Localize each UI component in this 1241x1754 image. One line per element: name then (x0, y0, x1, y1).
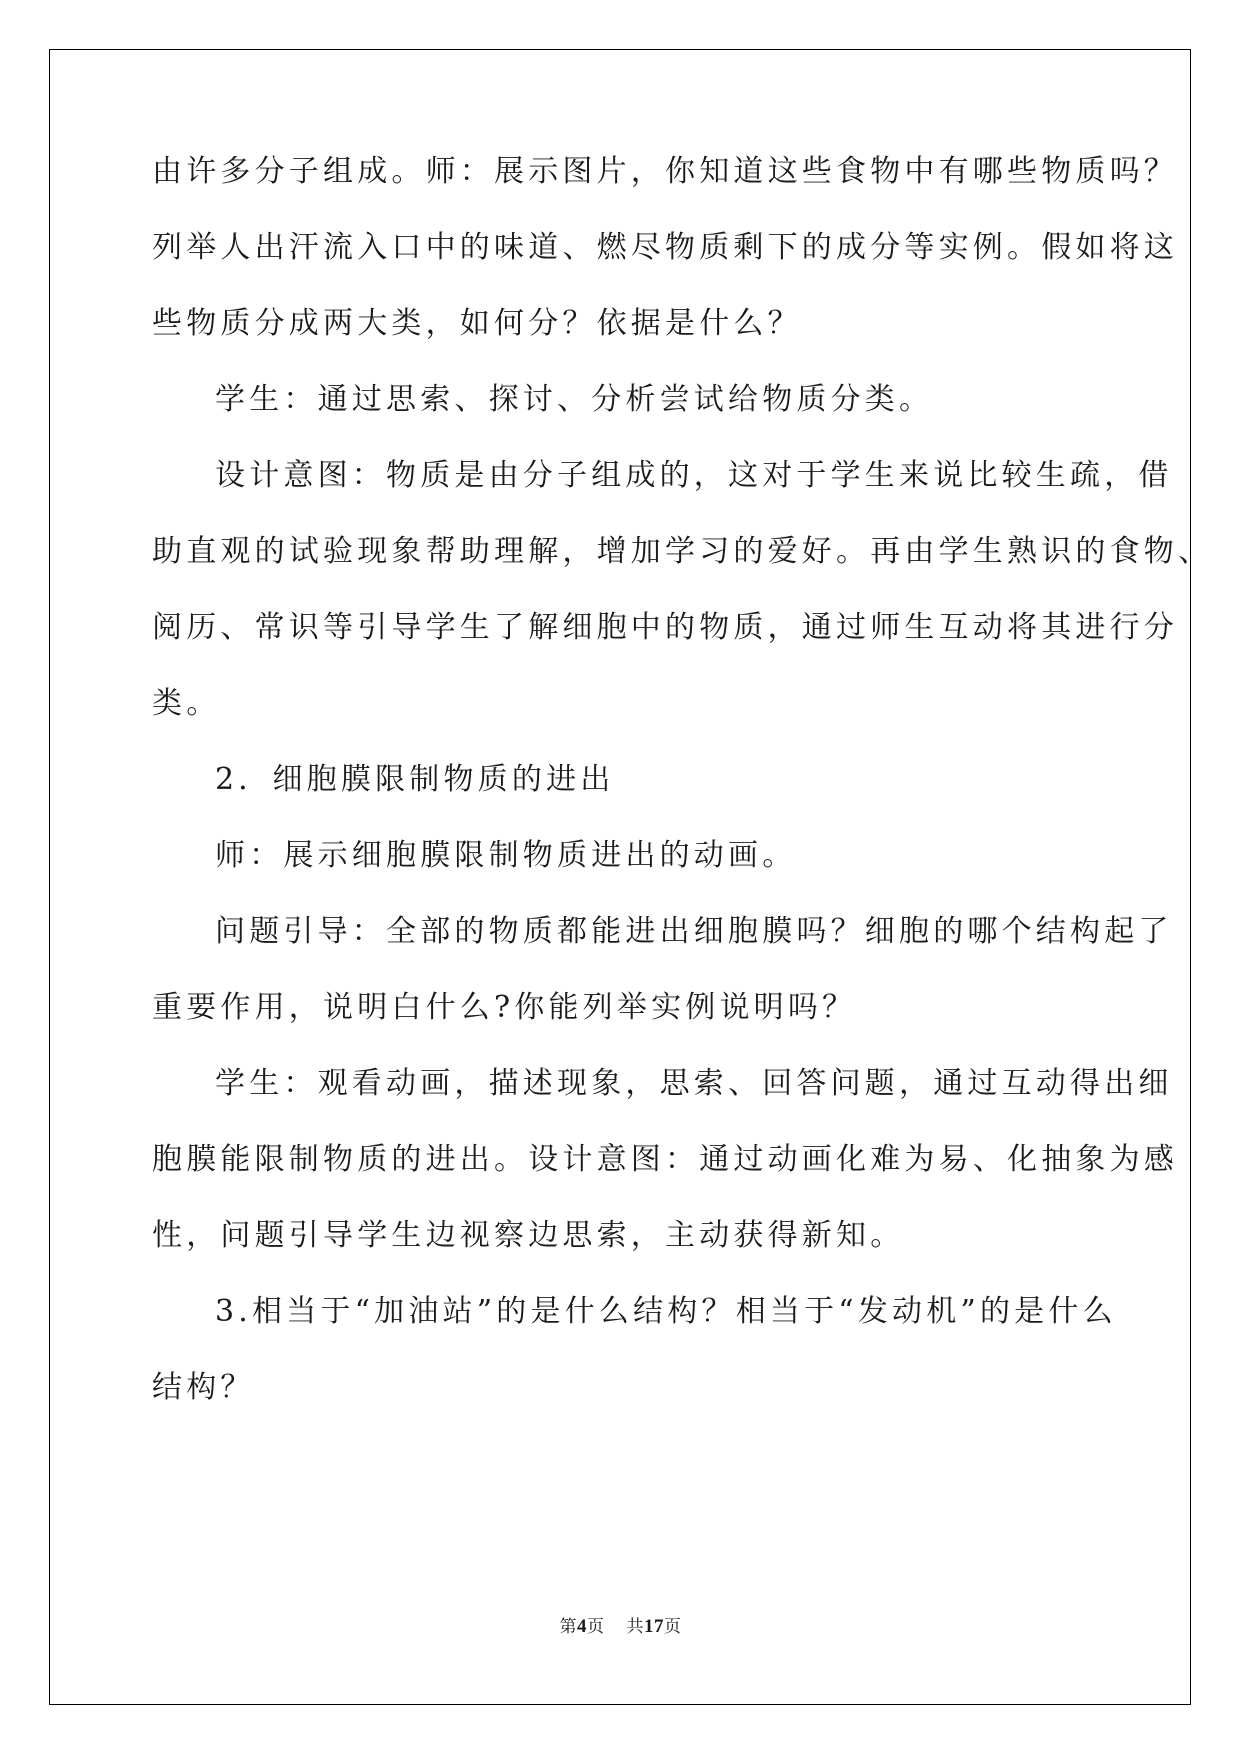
total-pages: 17 (644, 1616, 664, 1637)
page-footer (0, 1616, 1241, 1638)
body-line: 胞膜能限制物质的进出。设计意图：通过动画化难为易、化抽象为感 (152, 1142, 1178, 1177)
page-prefix: 第 (559, 1617, 577, 1637)
body-line: 3.相当于“加油站”的是什么结构？相当于“发动机”的是什么 (215, 1294, 1117, 1329)
body-line: 助直观的试验现象帮助理解，增加学习的爱好。再由学生熟识的食物、 (152, 534, 1213, 569)
body-line: 设计意图：物质是由分子组成的，这对于学生来说比较生疏，借 (215, 458, 1173, 493)
body-line: 重要作用，说明白什么?你能列举实例说明吗？ (152, 990, 857, 1025)
page-border (49, 49, 1191, 1705)
page-suffix: 页 (587, 1617, 605, 1637)
body-line: 学生：通过思索、探讨、分析尝试给物质分类。 (215, 382, 934, 417)
section-heading: 2．细胞膜限制物质的进出 (215, 762, 615, 797)
body-line: 列举人出汗流入口中的味道、燃尽物质剩下的成分等实例。假如将这 (152, 230, 1178, 265)
body-line: 师：展示细胞膜限制物质进出的动画。 (215, 838, 797, 873)
total-suffix: 页 (664, 1617, 682, 1637)
body-line: 性，问题引导学生边视察边思索，主动获得新知。 (152, 1218, 905, 1253)
body-line: 由许多分子组成。师：展示图片，你知道这些食物中有哪些物质吗？ (152, 154, 1178, 189)
body-line: 结构？ (152, 1370, 255, 1405)
body-line: 学生：观看动画，描述现象，思索、回答问题，通过互动得出细 (215, 1066, 1173, 1101)
body-line: 阅历、常识等引导学生了解细胞中的物质，通过师生互动将其进行分 (152, 610, 1178, 645)
body-line: 些物质分成两大类，如何分？依据是什么？ (152, 306, 802, 341)
body-line: 类。 (152, 686, 221, 721)
total-prefix: 共 (626, 1617, 644, 1637)
page-number: 4 (577, 1616, 587, 1637)
body-line: 问题引导：全部的物质都能进出细胞膜吗？细胞的哪个结构起了 (215, 914, 1173, 949)
